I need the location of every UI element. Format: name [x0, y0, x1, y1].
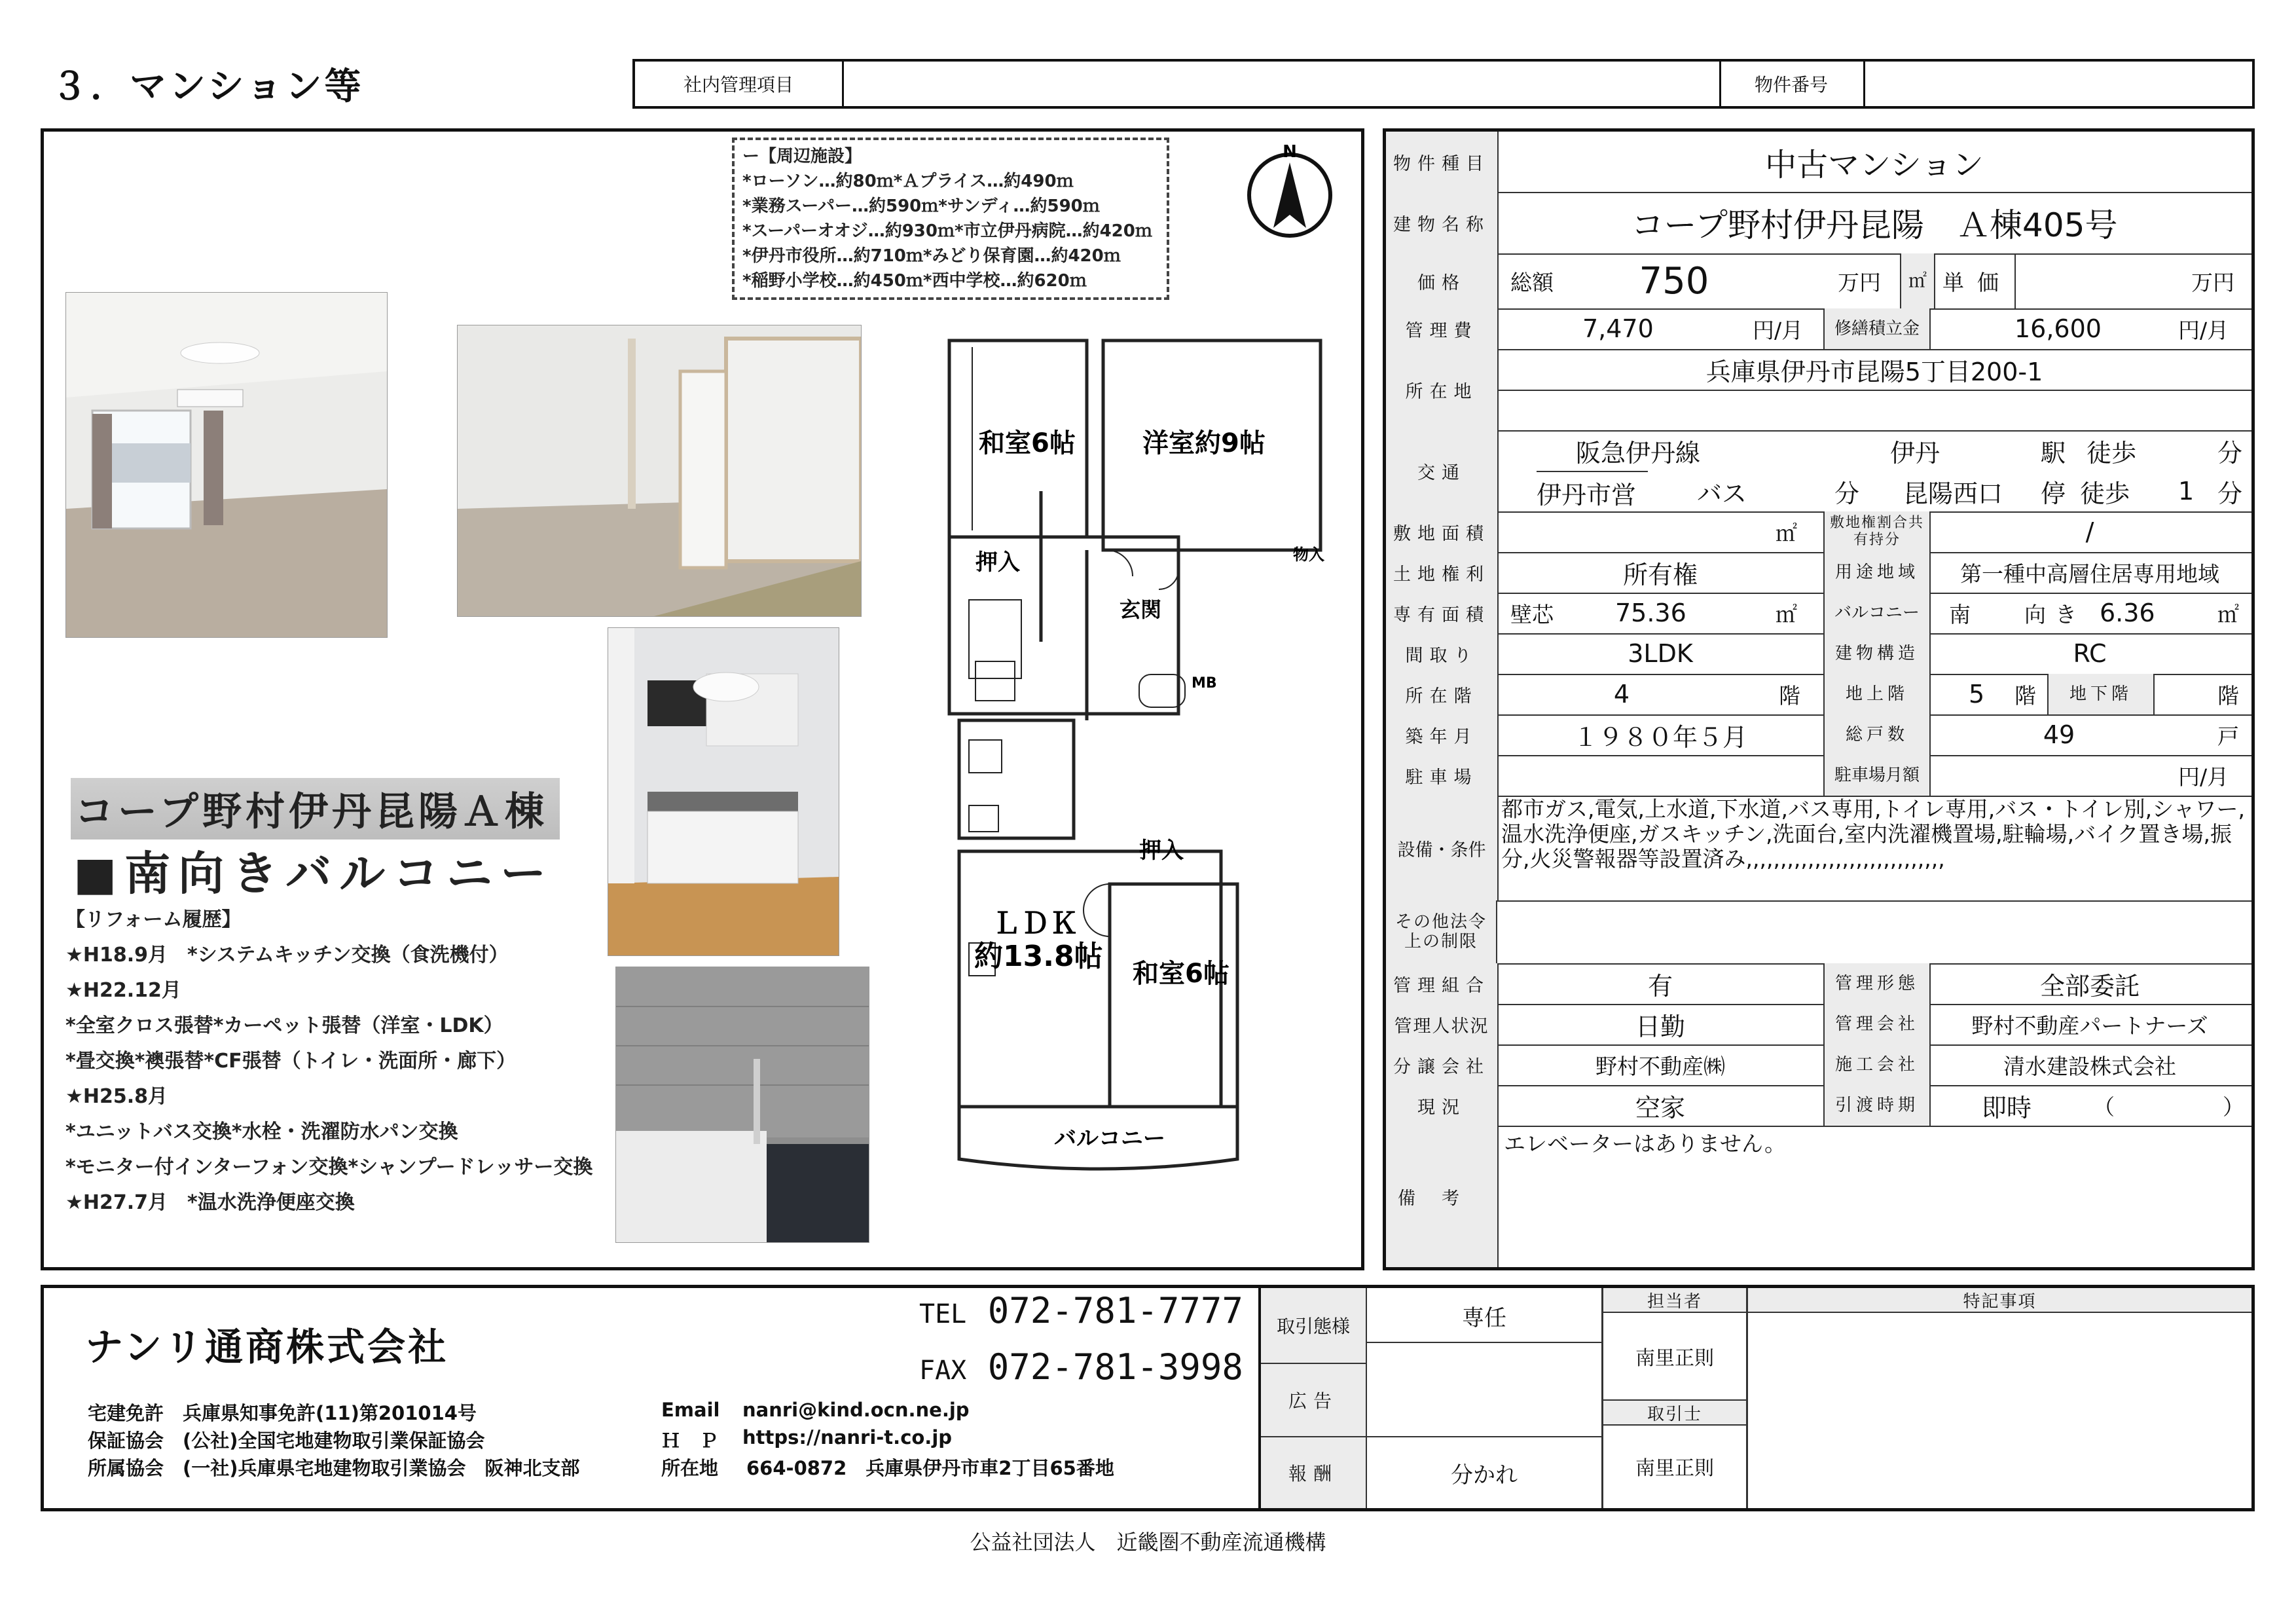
type-value: 中古マンション	[1765, 146, 1984, 183]
walk-minutes-2: 1	[2178, 477, 2195, 506]
building-name-banner: コープ野村伊丹昆陽Ａ棟	[71, 778, 560, 840]
agent-label: 取引士	[1603, 1399, 1746, 1426]
bus-company: 伊丹市営	[1537, 471, 1648, 513]
reform-line: *全室クロス張替*カーペット張替（洋室・LDK）	[65, 1014, 503, 1037]
row-land-right	[1386, 552, 2251, 594]
tel-value: 072-781-7777	[987, 1290, 1243, 1331]
balcony-m2: ㎡	[2217, 601, 2239, 627]
area-label: 専有面積	[1386, 593, 1499, 633]
balcony-area: 6.36	[2100, 599, 2155, 627]
below-label: 地下階	[2047, 674, 2155, 714]
layout-value: 3LDK	[1628, 639, 1693, 668]
mgmt-fee-value: 7,470	[1582, 314, 1654, 343]
mgmt-label: 社内管理項目	[635, 62, 844, 106]
bus-minutes	[1766, 471, 1818, 511]
parking-label: 駐車場	[1386, 755, 1499, 796]
email-label: Email	[661, 1399, 720, 1421]
row-manager	[1386, 1004, 2251, 1046]
seller-label: 分譲会社	[1386, 1044, 1499, 1085]
tel-label: TEL	[919, 1299, 967, 1329]
fp-oshiire1: 押入	[975, 549, 1020, 576]
management-strip	[632, 59, 2255, 109]
ko-label: 戸	[2217, 723, 2239, 749]
fp-mono: 物入	[1293, 545, 1324, 564]
built-value: １９８０年５月	[1573, 722, 1747, 752]
reform-line: *モニター付インターフォン交換*シャンプードレッサー交換	[65, 1156, 593, 1179]
special-value	[1748, 1313, 2251, 1508]
member-line: 所属協会 (一社)兵庫県宅地建物取引業協会 阪神北支部	[88, 1457, 580, 1479]
name-label: 建物名称	[1386, 192, 1499, 253]
row-legal	[1386, 900, 2251, 965]
remarks-value: エレベーターはありません。	[1504, 1130, 1786, 1156]
rail-line: 阪急伊丹線	[1576, 438, 1701, 468]
floor-value: 4	[1613, 680, 1630, 709]
fp-washitsu1: 和室6帖	[979, 428, 1076, 458]
tei-label: 停	[2041, 479, 2066, 508]
reform-line: ★H18.9月 *システムキッチン交換（食洗機付）	[65, 944, 509, 967]
remarks-label: 備考	[1386, 1126, 1499, 1267]
row-floor	[1386, 674, 2251, 716]
share-label: 敷地権割合共有持分	[1823, 511, 1931, 552]
row-traffic	[1386, 430, 2251, 513]
compass-icon	[1244, 143, 1336, 241]
feature-balcony: ■南向きバルコニー	[73, 847, 555, 900]
toho-label-1: 徒歩	[2086, 438, 2137, 468]
status-label: 現況	[1386, 1085, 1499, 1126]
above-label: 地上階	[1823, 674, 1931, 714]
address-label: 所在地	[1386, 349, 1499, 430]
balcony-label: バルコニー	[1823, 593, 1931, 633]
name-value: コープ野村伊丹昆陽 Ａ棟405号	[1631, 206, 2118, 244]
parking-fee-label: 駐車場月額	[1823, 755, 1931, 796]
kai-label-2: 階	[2014, 682, 2036, 709]
builder-label: 施工会社	[1823, 1044, 1931, 1085]
land-area-value	[1582, 511, 1713, 552]
mgmt-fee-label: 管理費	[1386, 308, 1499, 349]
bus-stop: 昆陽西口	[1903, 479, 2003, 508]
mgmt-value	[842, 62, 1721, 106]
fp-yoshitsu: 洋室約9帖	[1142, 428, 1266, 458]
legal-label: その他法令上の制限	[1386, 900, 1497, 963]
structure-value: RC	[2073, 639, 2107, 668]
reform-line: ★H25.8月	[65, 1085, 168, 1108]
ad-label: 広告	[1261, 1364, 1367, 1437]
row-fees	[1386, 308, 2251, 350]
manager-value: 日勤	[1635, 1012, 1685, 1041]
nearby-line: *ローソン…約80ｍ*Ａプライス…約490ｍ	[742, 172, 1074, 191]
fp-genkan: 玄関	[1120, 597, 1162, 622]
fax-line	[919, 1346, 1243, 1388]
row-union	[1386, 963, 2251, 1005]
address-value: 兵庫県伊丹市昆陽5丁目200-1	[1497, 349, 2251, 391]
units-value: 49	[2043, 720, 2075, 749]
email-value: nanri@kind.ocn.ne.jp	[742, 1399, 970, 1421]
fax-label: FAX	[919, 1356, 967, 1386]
staff-label: 担当者	[1603, 1288, 1746, 1313]
handover-label: 引渡時期	[1823, 1085, 1931, 1126]
fp-oshiire2: 押入	[1139, 838, 1184, 864]
area-value: 75.36	[1615, 599, 1686, 627]
fee-label: 報酬	[1261, 1437, 1367, 1508]
nearby-heading: ー【周辺施設】	[742, 147, 862, 166]
structure-label: 建物構造	[1823, 633, 1931, 674]
area-type: 壁芯	[1510, 601, 1554, 627]
price-value: 750	[1639, 259, 1709, 303]
built-label: 築年月	[1386, 714, 1499, 755]
eki-label: 駅	[2041, 438, 2066, 468]
land-right-value: 所有権	[1622, 560, 1698, 589]
nearby-line: *業務スーパー…約590ｍ*サンディ…約590ｍ	[742, 196, 1100, 216]
assoc-line: 保証協会 (公社)全国宅地建物取引業保証協会	[88, 1430, 485, 1452]
license-line: 宅建免許 兵庫県知事免許(11)第201014号	[88, 1402, 477, 1424]
parking-fee-value	[1928, 755, 2177, 796]
union-label: 管理組合	[1386, 963, 1499, 1004]
reform-line: ★H22.12月	[65, 979, 181, 1002]
row-land	[1386, 511, 2251, 553]
number-label: 物件番号	[1719, 62, 1865, 106]
per-month: 円/月	[1753, 317, 1804, 343]
bathroom-photo	[615, 967, 869, 1243]
tel-line	[919, 1290, 1243, 1331]
tatami-room-photo	[457, 325, 862, 617]
agent-value: 南里正則	[1635, 1457, 1714, 1480]
price-label: 価格	[1386, 253, 1499, 308]
share-value: /	[2085, 517, 2094, 546]
min-label-2: 分	[2217, 479, 2243, 508]
fp-washitsu2: 和室6帖	[1133, 959, 1230, 989]
row-seller	[1386, 1044, 2251, 1086]
row-address	[1386, 349, 2251, 432]
below-value	[2159, 674, 2211, 714]
repair-label: 修繕積立金	[1823, 308, 1931, 349]
manager-label: 管理人状況	[1386, 1004, 1499, 1044]
builder-value: 清水建設株式会社	[2003, 1053, 2176, 1079]
kitchen-photo	[608, 627, 839, 956]
type-label: 物件種目	[1386, 132, 1499, 192]
total-label: 総額	[1510, 269, 1554, 295]
above-value: 5	[1969, 680, 1985, 709]
fp-balcony: バルコニー	[1054, 1126, 1165, 1152]
row-type	[1386, 132, 2251, 193]
bus-label: バス	[1697, 479, 1747, 508]
hp-value: https://nanri-t.co.jp	[742, 1426, 953, 1449]
fp-ldk: ＬＤＫ	[992, 907, 1078, 940]
special-label: 特記事項	[1748, 1288, 2251, 1313]
land-m2: ㎡	[1776, 520, 1797, 546]
number-value	[1863, 62, 2252, 106]
nearby-line: *スーパーオオジ…約930ｍ*市立伊丹病院…約420ｍ	[742, 221, 1152, 241]
row-remarks	[1386, 1126, 2251, 1267]
units-label: 総戸数	[1823, 714, 1931, 755]
man-yen-2: 万円	[2191, 269, 2234, 295]
repair-value: 16,600	[2014, 314, 2102, 343]
zoning-value: 第一種中高層住居専用地域	[1960, 561, 2219, 587]
living-room-photo	[65, 292, 388, 638]
form-label: 管理形態	[1823, 963, 1931, 1004]
row-price	[1386, 253, 2251, 310]
min-label-1: 分	[2217, 438, 2243, 468]
fax-value: 072-781-3998	[987, 1346, 1243, 1388]
zoning-label: 用途地域	[1823, 552, 1931, 593]
fee-value: 分かれ	[1451, 1462, 1518, 1488]
row-built	[1386, 714, 2251, 756]
area-m2: ㎡	[1776, 601, 1797, 627]
floor-label: 所在階	[1386, 674, 1499, 714]
company-label: 管理会社	[1823, 1004, 1931, 1044]
equipment-value: 都市ガス,電気,上水道,下水道,バス専用,トイレ専用,バス・トイレ別,シャワー,温水洗浄便座,ガスキッチン,洗面台,室内洗濯機置場,駐輪場,バイク置き場,振分,火災警報器等設置済み,,,,,,,,,,,,,,,,,,,,,,,,,,,,,	[1501, 796, 2245, 872]
man-yen: 万円	[1838, 269, 1881, 295]
per-month-2: 円/月	[2178, 317, 2229, 343]
m2-unit: ㎡	[1900, 253, 1935, 308]
reform-history	[65, 902, 592, 1221]
status-value: 空家	[1635, 1093, 1685, 1122]
row-parking	[1386, 755, 2251, 797]
equipment-label: 設備・条件	[1386, 796, 1499, 900]
traffic-label: 交通	[1386, 430, 1499, 511]
bus-min-label: 分	[1834, 479, 1860, 508]
station-name: 伊丹	[1890, 438, 1941, 468]
muki-label: 向き	[2024, 601, 2086, 627]
kai-label-3: 階	[2217, 682, 2239, 709]
land-right-label: 土地権利	[1386, 552, 1499, 593]
row-area	[1386, 593, 2251, 635]
row-name	[1386, 192, 2251, 255]
toho-label-2: 徒歩	[2080, 479, 2130, 508]
row-status	[1386, 1085, 2251, 1127]
ad-value	[1367, 1364, 1601, 1436]
row-layout	[1386, 633, 2251, 675]
per-month-3: 円/月	[2178, 764, 2229, 790]
row-equipment	[1386, 796, 2251, 902]
company-value: 野村不動産パートナーズ	[1971, 1012, 2208, 1039]
addr-value: 664-0872 兵庫県伊丹市車2丁目65番地	[746, 1457, 1114, 1479]
form-value: 全部委託	[2039, 971, 2140, 1001]
nearby-facilities	[732, 138, 1169, 300]
deal-value: 専任	[1462, 1304, 1506, 1331]
page-title: ３．マンション等	[51, 65, 364, 108]
seller-value: 野村不動産㈱	[1595, 1053, 1725, 1079]
nearby-line: *伊丹市役所…約710ｍ*みどり保育園…約420ｍ	[742, 246, 1121, 266]
parking-value	[1497, 755, 1823, 796]
reform-line: ★H27.7月 *温水洗浄便座交換	[65, 1191, 355, 1214]
reform-line: *畳交換*襖張替*CF張替（トイレ・洗面所・廊下）	[65, 1050, 517, 1073]
unit-price-value	[2014, 253, 2186, 308]
company-name: ナンリ通商株式会社	[85, 1325, 449, 1369]
layout-label: 間取り	[1386, 633, 1499, 674]
hp-label: Ｈ Ｐ	[661, 1430, 719, 1452]
balcony-direction: 南	[1949, 601, 1971, 627]
reform-line: *ユニットバス交換*水栓・洗濯防水パン交換	[65, 1120, 458, 1143]
nearby-line: *稲野小学校…約450ｍ*西中学校…約620ｍ	[742, 271, 1087, 291]
kai-label: 階	[1779, 682, 1800, 709]
legal-value	[1497, 900, 2251, 963]
compass-n-label: N	[1283, 143, 1297, 162]
credit-line: 公益社団法人 近畿圏不動産流通機構	[970, 1530, 1326, 1555]
handover-paren: （ ）	[2093, 1094, 2244, 1120]
fp-mb: MB	[1192, 675, 1217, 692]
floor-plan	[943, 334, 1336, 1251]
handover-value: 即時	[1982, 1093, 2032, 1122]
union-value: 有	[1647, 971, 1673, 1001]
fp-ldk-size: 約13.8帖	[974, 940, 1103, 973]
property-table	[1383, 128, 2255, 1270]
deal-label: 取引態様	[1261, 1288, 1367, 1364]
walk-minutes-1	[2159, 430, 2211, 471]
addr-label: 所在地	[661, 1457, 719, 1479]
land-area-label: 敷地面積	[1386, 511, 1499, 552]
staff-value: 南里正則	[1635, 1347, 1714, 1370]
deal-divider	[1366, 1342, 1601, 1343]
reform-title: 【リフォーム履歴】	[65, 908, 242, 931]
unit-price-label: 単価	[1942, 269, 2012, 295]
